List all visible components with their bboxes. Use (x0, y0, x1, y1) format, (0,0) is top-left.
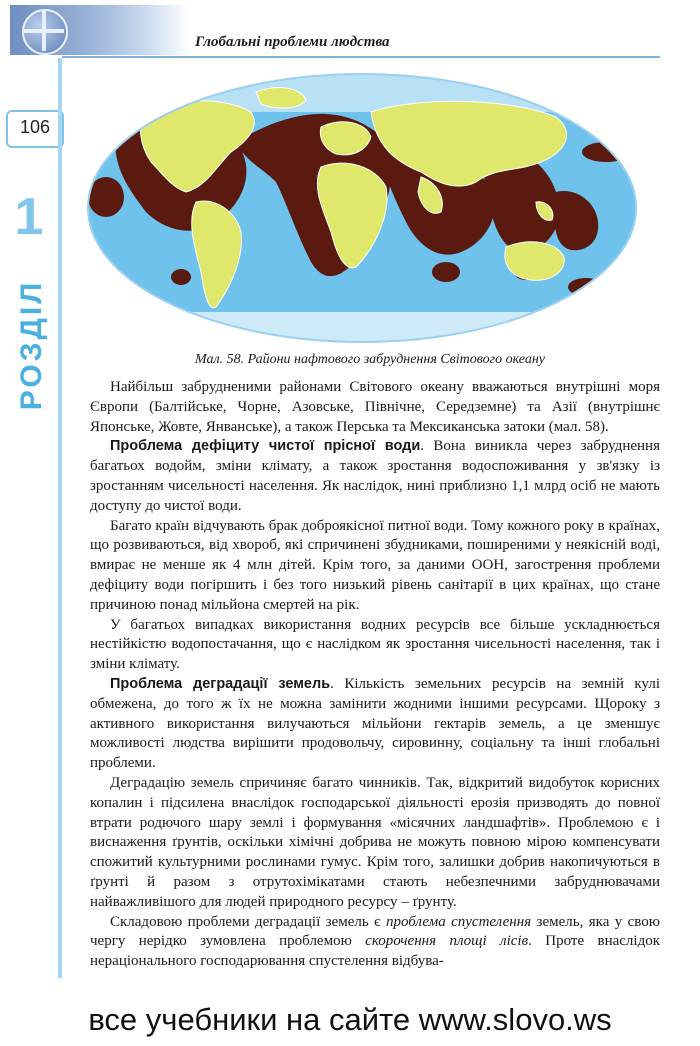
italic-term: скорочення площі лісів (365, 933, 529, 950)
un-globe-icon (22, 9, 68, 55)
header-logo-banner (10, 5, 190, 55)
bold-heading: Проблема дефіциту чистої прісної води (110, 438, 421, 455)
chapter-title: Глобальні проблеми людства (195, 34, 390, 50)
paragraph-text: . Кількість земельних ресурсів на земній кулі обмежена, до того ж їх не можна замінити жодними іншими ресурсами. Щороку з активного використання вилучаються мільйони гектарів земель, а це зменшує можливості людства вирішити продовольчу, сировинну, соціальну та інші глобальні проблеми. (90, 675, 660, 772)
footer-watermark: все учебники на сайте www.slovo.ws (88, 1002, 612, 1037)
paragraph: У багатьох випадках використання водних ресурсів все більше ускладнюється нестійкістю водопостачання, що є наслідком як зростання чисельності населення, так і зміни клімату. (90, 616, 660, 673)
world-map-svg (86, 72, 638, 344)
paragraph: Багато країн відчувають брак доброякісної питної води. Тому кожного року в країнах, що розвиваються, від хвороб, які спричинені збудниками, поширеними у неякісній воді, вмирає не менше як 4 млн дітей. Крім того, за даними ООН, загострення проблеми дефіциту води погіршить і без того низький рівень санітарії в цих країнах, що стане причиною понад мільйона смертей на рік. (90, 517, 660, 613)
bold-heading: Проблема деградації земель (110, 675, 331, 692)
paragraph-text: земель, яка у свою чергу нерідко зумовлена проблемою (90, 913, 660, 950)
paragraph-text: Складовою проблеми деградації земель є (110, 913, 386, 930)
italic-term: проблема спустелення (385, 913, 532, 930)
page-number: 106 (19, 117, 51, 137)
paragraph: Найбільш забрудненими районами Світового океану вважаються внутрішні моря Європи (Балтійське, Чорне, Азовське, Північне, Середземне) та Азії (внутрішнє Японське, Жовте, Янванське), а також Перська та Мексиканська затоки (мал. 58). (90, 379, 660, 435)
paragraph: Деградацію земель спричиняє багато чинників. Так, відкритий видобуток корисних копалин і підсилена внаслідок господарської діяльності ерозія призводять до повної втрати родючого шару землі і формування «місячних ландшафтів». Проблемою є і виснаження ґрунтів, оскільки хімічні добрива не можуть повною мірою компенсувати спожитий культурними рослинами гумус. Крім того, залишки добрив накопичуються в ґрунті й разом з отрутохімікатами стають небезпечними забруднювачами найважливішого для людей природного ресурсу – ґрунту. (90, 774, 660, 910)
paragraph (90, 437, 660, 516)
figure-caption: Мал. 58. Райони нафтового забруднення Світового океану (195, 352, 545, 367)
paragraph-text: . Вона виникла через забруднення багатьох водойм, зміни клімату, а також зростання водоспоживання у зв'язку із зростанням чисельності населення. Як наслідок, нині приблизно 1,1 млрд осіб не мають доступу до чистої води. (90, 438, 660, 514)
margin-stripe (58, 58, 62, 978)
page-number-box (6, 110, 64, 148)
main-text (90, 378, 660, 972)
section-number: 1 (14, 188, 44, 246)
oil-pollution-world-map (86, 72, 638, 344)
paragraph (90, 675, 660, 774)
section-label: РОЗДІЛ (15, 279, 48, 411)
paragraph (90, 913, 660, 972)
paragraph-text: . Проте внаслідок нераціонального господарювання спустелення відбува- (90, 933, 660, 970)
header-divider (62, 56, 660, 58)
section-marker (8, 260, 58, 440)
